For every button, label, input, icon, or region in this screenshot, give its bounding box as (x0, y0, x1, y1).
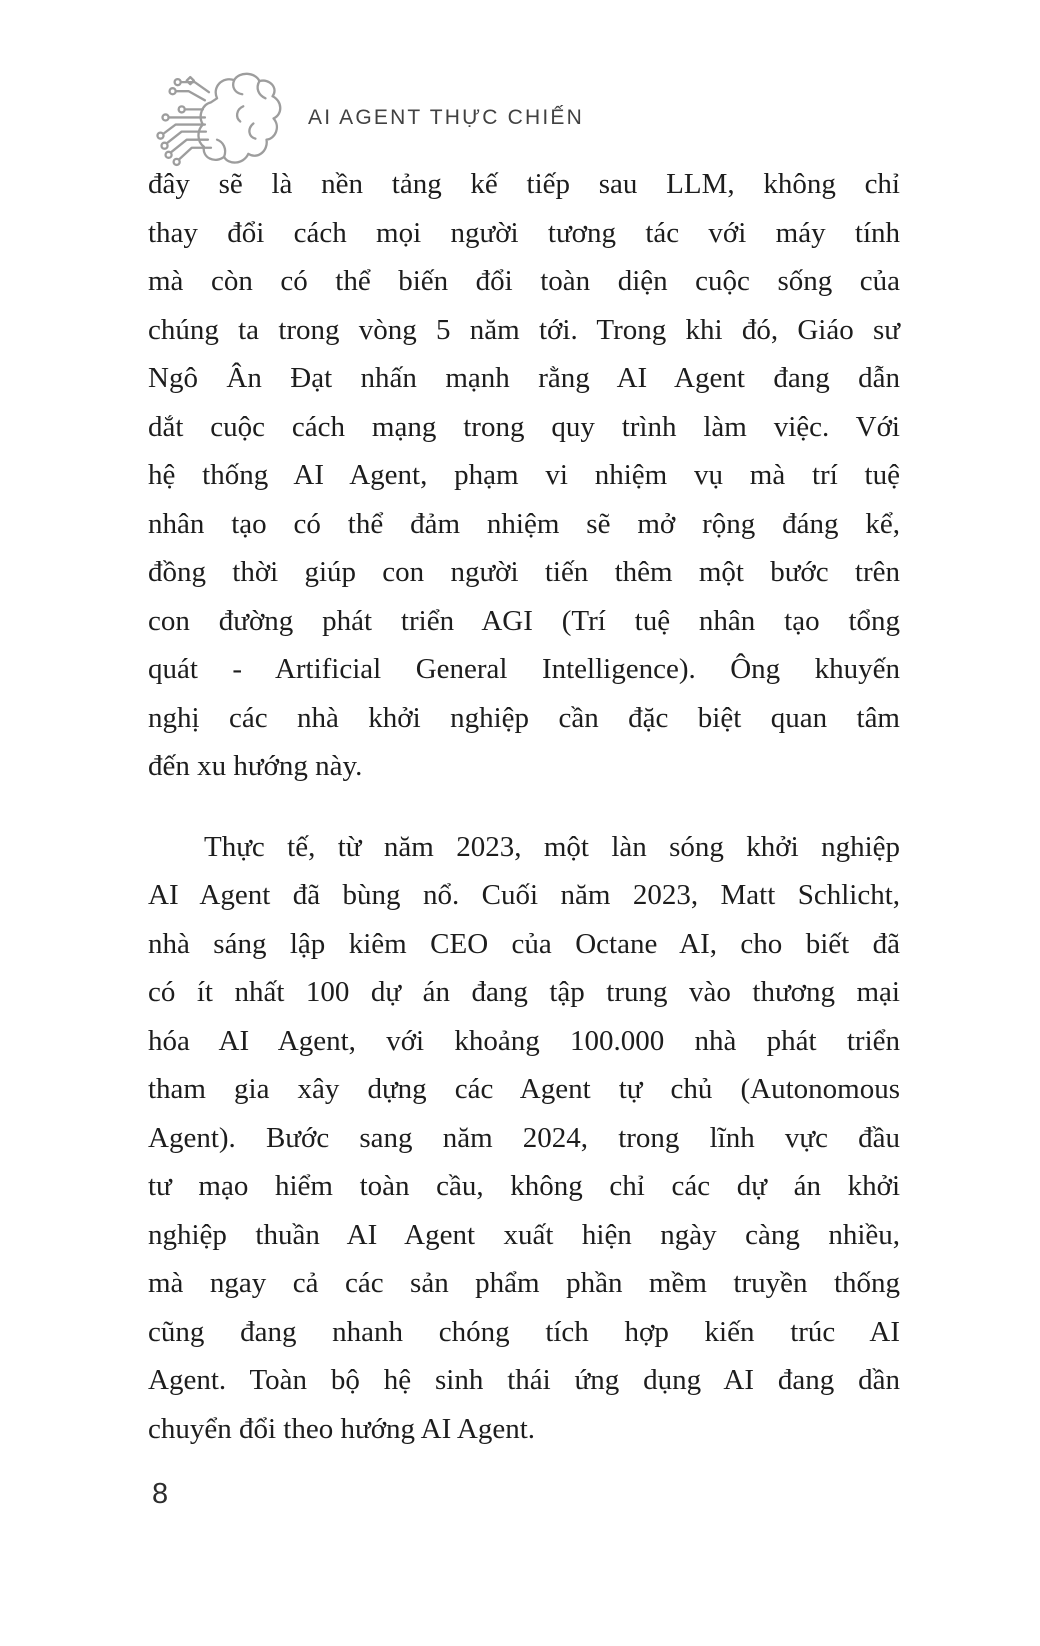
text-line: nhà sáng lập kiêm CEO của Octane AI, cho biết đã (148, 927, 900, 960)
text-line: AI Agent đã bùng nổ. Cuối năm 2023, Matt Schlicht, (148, 879, 900, 911)
text-line: tư mạo hiểm toàn cầu, không chỉ các dự án khởi (148, 1170, 900, 1202)
text-line: chúng ta trong vòng 5 năm tới. Trong khi đó, Giáo sư (148, 313, 900, 346)
text-line: đến xu hướng này. (148, 750, 363, 782)
page-number: 8 (152, 1478, 169, 1510)
brain-circuit-icon (138, 68, 290, 174)
text-line: đây sẽ là nền tảng kế tiếp sau LLM, không chỉ (148, 168, 900, 200)
text-line: quát - Artificial General Intelligence). Ông khuyến (148, 653, 900, 685)
text-line: nhân tạo có thể đảm nhiệm sẽ mở rộng đáng kể, (148, 507, 900, 540)
text-line: con đường phát triển AGI (Trí tuệ nhân tạo tổng (148, 604, 900, 637)
text-line: Thực tế, từ năm 2023, một làn sóng khởi nghiệp (204, 830, 900, 863)
text-line: Ngô Ân Đạt nhấn mạnh rằng AI Agent đang dẫn (148, 362, 900, 394)
text-line: mà còn có thể biến đổi toàn diện cuộc sống của (148, 265, 900, 297)
text-line: tham gia xây dựng các Agent tự chủ (Autonomous (148, 1073, 900, 1105)
text-line: mà ngay cả các sản phẩm phần mềm truyền thống (148, 1267, 900, 1299)
text-line: chuyển đổi theo hướng AI Agent. (148, 1412, 536, 1445)
text-line: Agent. Toàn bộ hệ sinh thái ứng dụng AI đang dần (148, 1364, 900, 1396)
text-line: hệ thống AI Agent, phạm vi nhiệm vụ mà trí tuệ (148, 459, 900, 491)
text-line: nghiệp thuần AI Agent xuất hiện ngày càng nhiều, (148, 1218, 900, 1251)
text-line: thay đổi cách mọi người tương tác với máy tính (148, 216, 900, 249)
text-line: dắt cuộc cách mạng trong quy trình làm việc. Với (148, 410, 900, 443)
paragraph-2 (148, 823, 900, 1454)
page-body (148, 160, 900, 1453)
text-line: nghị các nhà khởi nghiệp cần đặc biệt quan tâm (148, 701, 900, 734)
book-title: AI AGENT THỰC CHIẾN (308, 106, 584, 129)
text-line: hóa AI Agent, với khoảng 100.000 nhà phát triển (148, 1024, 900, 1057)
text-line: đồng thời giúp con người tiến thêm một bước trên (148, 556, 900, 588)
text-line: cũng đang nhanh chóng tích hợp kiến trúc AI (148, 1315, 900, 1348)
text-line: có ít nhất 100 dự án đang tập trung vào thương mại (148, 976, 900, 1008)
paragraph-1 (148, 160, 900, 791)
text-line: Agent). Bước sang năm 2024, trong lĩnh vực đầu (148, 1121, 900, 1154)
page-header (138, 68, 584, 174)
